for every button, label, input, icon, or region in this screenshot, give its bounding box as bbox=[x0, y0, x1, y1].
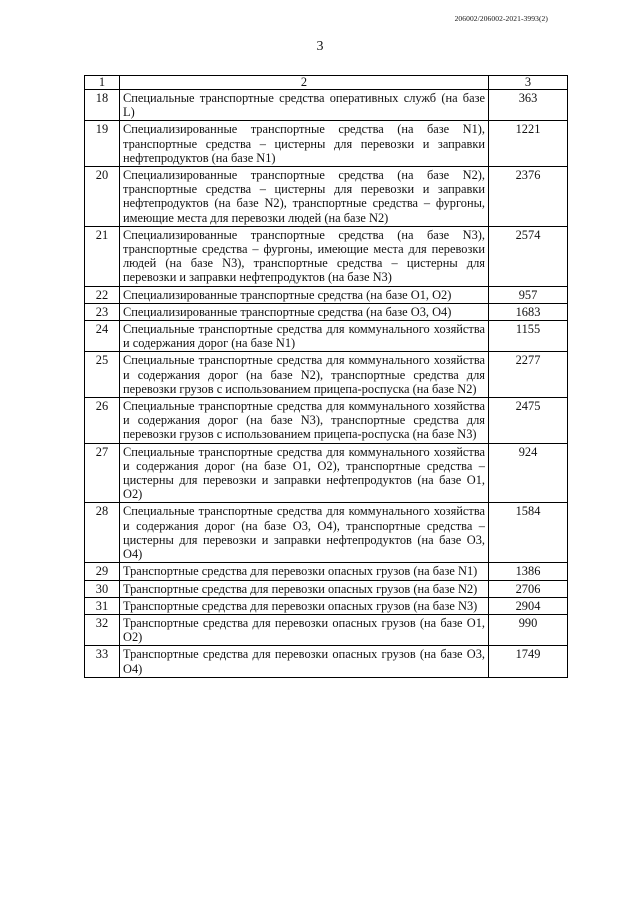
row-number: 28 bbox=[85, 503, 120, 563]
row-value: 957 bbox=[489, 286, 568, 303]
table-row bbox=[85, 226, 568, 286]
row-description: Специальные транспортные средства для коммунального хозяйства и содержания дорог (на базе N2), транспортные средства для перевозки грузов с использованием прицепа-роспуска (на базе N2) bbox=[120, 352, 489, 398]
row-description: Специализированные транспортные средства (на базе N2), транспортные средства – цистерны для перевозки и заправки нефтепродуктов (на базе N2), транспортные средства – фургоны, имеющие места для перевозки людей (на базе N2) bbox=[120, 167, 489, 227]
column-header-1: 1 bbox=[85, 76, 120, 90]
row-number: 31 bbox=[85, 597, 120, 614]
row-value: 1386 bbox=[489, 563, 568, 580]
rates-table bbox=[84, 75, 568, 678]
row-number: 27 bbox=[85, 443, 120, 503]
table-row bbox=[85, 580, 568, 597]
row-value: 1584 bbox=[489, 503, 568, 563]
table-row bbox=[85, 303, 568, 320]
table-row bbox=[85, 614, 568, 645]
row-value: 2574 bbox=[489, 226, 568, 286]
row-value: 990 bbox=[489, 614, 568, 645]
row-number: 26 bbox=[85, 398, 120, 444]
table-row bbox=[85, 321, 568, 352]
row-value: 1683 bbox=[489, 303, 568, 320]
row-value: 1749 bbox=[489, 646, 568, 677]
row-description: Транспортные средства для перевозки опасных грузов (на базе O1, O2) bbox=[120, 614, 489, 645]
row-number: 24 bbox=[85, 321, 120, 352]
row-number: 32 bbox=[85, 614, 120, 645]
row-description: Специальные транспортные средства для коммунального хозяйства и содержания дорог (на базе N3), транспортные средства для перевозки грузов с использованием прицепа-роспуска (на базе N3) bbox=[120, 398, 489, 444]
row-description: Транспортные средства для перевозки опасных грузов (на базе N3) bbox=[120, 597, 489, 614]
row-value: 1155 bbox=[489, 321, 568, 352]
row-description: Специальные транспортные средства для коммунального хозяйства и содержания дорог (на базе N1) bbox=[120, 321, 489, 352]
row-value: 2706 bbox=[489, 580, 568, 597]
table-row bbox=[85, 646, 568, 677]
row-number: 19 bbox=[85, 121, 120, 167]
table-row bbox=[85, 563, 568, 580]
row-value: 2376 bbox=[489, 167, 568, 227]
column-header-3: 3 bbox=[489, 76, 568, 90]
table-row bbox=[85, 443, 568, 503]
row-value: 2475 bbox=[489, 398, 568, 444]
row-number: 30 bbox=[85, 580, 120, 597]
table-row bbox=[85, 286, 568, 303]
row-number: 33 bbox=[85, 646, 120, 677]
row-description: Транспортные средства для перевозки опасных грузов (на базе N1) bbox=[120, 563, 489, 580]
row-number: 22 bbox=[85, 286, 120, 303]
row-description: Специальные транспортные средства оперативных служб (на базе L) bbox=[120, 90, 489, 121]
row-description: Специализированные транспортные средства (на базе O1, O2) bbox=[120, 286, 489, 303]
row-number: 25 bbox=[85, 352, 120, 398]
row-description: Транспортные средства для перевозки опасных грузов (на базе O3, O4) bbox=[120, 646, 489, 677]
row-description: Специализированные транспортные средства (на базе O3, O4) bbox=[120, 303, 489, 320]
row-value: 2904 bbox=[489, 597, 568, 614]
table-row bbox=[85, 597, 568, 614]
row-number: 18 bbox=[85, 90, 120, 121]
table-header-row bbox=[85, 76, 568, 90]
row-value: 363 bbox=[489, 90, 568, 121]
row-value: 2277 bbox=[489, 352, 568, 398]
row-description: Специализированные транспортные средства (на базе N1), транспортные средства – цистерны для перевозки и заправки нефтепродуктов (на базе N1) bbox=[120, 121, 489, 167]
row-description: Специализированные транспортные средства (на базе N3), транспортные средства – фургоны, имеющие места для перевозки людей (на базе N3), транспортные средства – цистерны для перевозки и заправки нефтепродуктов (на базе N3) bbox=[120, 226, 489, 286]
row-description: Специальные транспортные средства для коммунального хозяйства и содержания дорог (на базе O3, O4), транспортные средства – цистерны для перевозки и заправки нефтепродуктов (на базе O3, O4) bbox=[120, 503, 489, 563]
table-row bbox=[85, 503, 568, 563]
column-header-2: 2 bbox=[120, 76, 489, 90]
row-number: 23 bbox=[85, 303, 120, 320]
page-number: 3 bbox=[316, 39, 324, 54]
row-value: 924 bbox=[489, 443, 568, 503]
table-row bbox=[85, 352, 568, 398]
table-row bbox=[85, 398, 568, 444]
document-code: 206002/206002-2021-3993(2) bbox=[454, 14, 548, 23]
row-description: Специальные транспортные средства для коммунального хозяйства и содержания дорог (на базе O1, O2), транспортные средства – цистерны для перевозки и заправки нефтепродуктов (на базе O1, O2) bbox=[120, 443, 489, 503]
row-number: 20 bbox=[85, 167, 120, 227]
table-row bbox=[85, 90, 568, 121]
row-description: Транспортные средства для перевозки опасных грузов (на базе N2) bbox=[120, 580, 489, 597]
row-number: 29 bbox=[85, 563, 120, 580]
table-row bbox=[85, 167, 568, 227]
table-row bbox=[85, 121, 568, 167]
row-value: 1221 bbox=[489, 121, 568, 167]
row-number: 21 bbox=[85, 226, 120, 286]
